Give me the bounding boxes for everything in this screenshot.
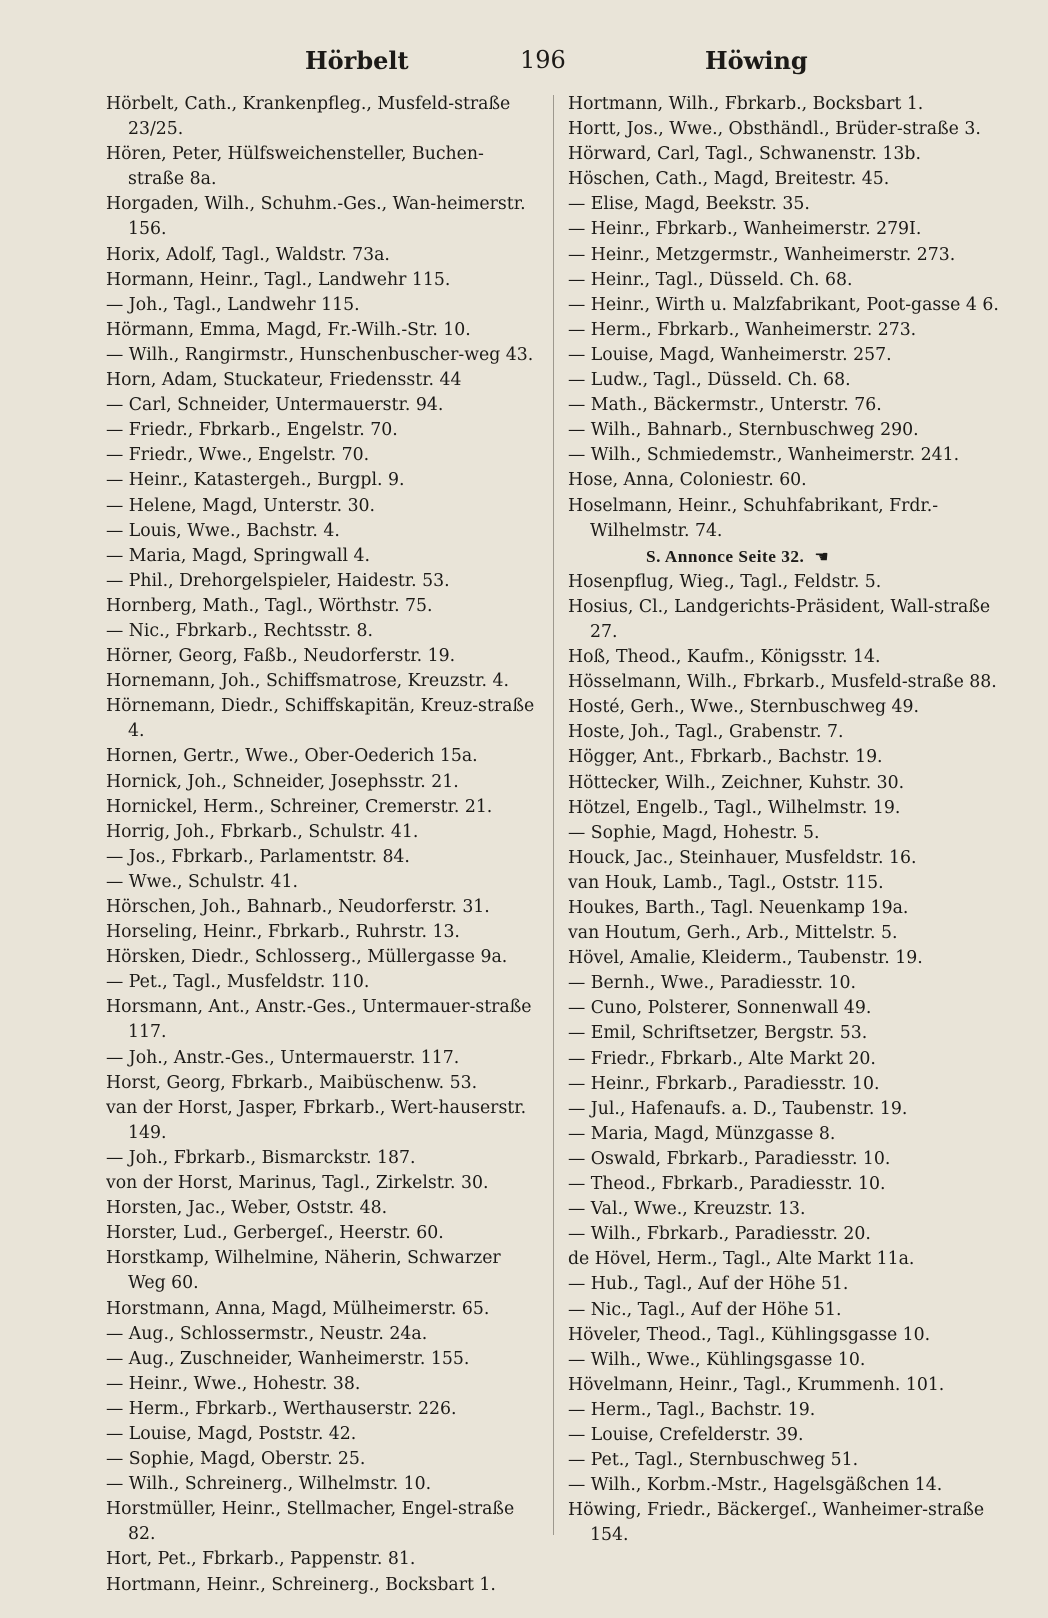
directory-entry: — Aug., Zuschneider, Wanheimerstr. 155. bbox=[106, 1348, 470, 1369]
directory-entry: — Ludw., Tagl., Düsseld. Ch. 68. bbox=[568, 370, 851, 391]
directory-entry: — Bernh., Wwe., Paradiesstr. 10. bbox=[568, 973, 857, 994]
directory-entry: Hornen, Gertr., Wwe., Ober-Oederich 15a. bbox=[106, 746, 478, 767]
directory-entry: — Emil, Schriftsetzer, Bergstr. 53. bbox=[568, 1023, 868, 1044]
header-last-name: Höwing bbox=[705, 46, 808, 75]
directory-entry: — Herm., Fbrkarb., Wanheimerstr. 273. bbox=[568, 319, 917, 340]
directory-entry: — Louis, Wwe., Bachstr. 4. bbox=[106, 520, 340, 541]
annonce-text: S. Annonce Seite 32. bbox=[646, 546, 805, 566]
directory-entry: Horseling, Heinr., Fbrkarb., Ruhrstr. 13. bbox=[106, 922, 460, 943]
directory-entry: Horster, Lud., Gerbergeſ., Heerstr. 60. bbox=[106, 1223, 444, 1244]
directory-entry: — Maria, Magd, Münzgasse 8. bbox=[568, 1123, 836, 1144]
directory-entry: — Heinr., Wwe., Hohestr. 38. bbox=[106, 1373, 361, 1394]
directory-entry: — Carl, Schneider, Untermauerstr. 94. bbox=[106, 395, 444, 416]
directory-entry: — Heinr., Fbrkarb., Wanheimerstr. 279I. bbox=[568, 219, 922, 240]
directory-entry: von der Horst, Marinus, Tagl., Zirkelstr. 30. bbox=[106, 1173, 489, 1194]
directory-entry: — Hub., Tagl., Auf der Höhe 51. bbox=[568, 1274, 849, 1295]
directory-entry: — Wilh., Schreinerg., Wilhelmstr. 10. bbox=[106, 1474, 432, 1495]
directory-entry: Horgaden, Wilh., Schuhm.-Ges., Wan-heimerstr. 156. bbox=[106, 194, 526, 240]
directory-entry: Hornberg, Math., Tagl., Wörthstr. 75. bbox=[106, 595, 433, 616]
directory-entry: Hortmann, Wilh., Fbrkarb., Bocksbart 1. bbox=[568, 94, 924, 114]
directory-entry: — Wilh., Rangirmstr., Hunschenbuscher-weg 43. bbox=[106, 344, 534, 365]
directory-entry: — Cuno, Polsterer, Sonnenwall 49. bbox=[568, 998, 872, 1019]
directory-entry: — Louise, Magd, Wanheimerstr. 257. bbox=[568, 344, 892, 365]
directory-entry: Hortt, Jos., Wwe., Obsthändl., Brüder-straße 3. bbox=[568, 119, 981, 140]
directory-entry: — Phil., Drehorgelspieler, Haidestr. 53. bbox=[106, 570, 450, 591]
directory-entry: Hövelmann, Heinr., Tagl., Krummenh. 101. bbox=[568, 1374, 945, 1395]
directory-entry: Houkes, Barth., Tagl. Neuenkamp 19a. bbox=[568, 898, 909, 918]
directory-entry: Horsten, Jac., Weber, Oststr. 48. bbox=[106, 1198, 388, 1219]
column-divider bbox=[553, 95, 554, 1535]
directory-entry: — Nic., Fbrkarb., Rechtsstr. 8. bbox=[106, 620, 373, 641]
directory-entry: van Houtum, Gerh., Arb., Mittelstr. 5. bbox=[568, 923, 898, 944]
directory-entry: — Pet., Tagl., Musfeldstr. 110. bbox=[106, 972, 370, 993]
directory-entry: Hosenpflug, Wieg., Tagl., Feldstr. 5. bbox=[568, 571, 882, 592]
directory-entry: Horstmann, Anna, Magd, Mülheimerstr. 65. bbox=[106, 1298, 490, 1319]
page-number: 196 bbox=[520, 46, 566, 74]
directory-entry: — Sophie, Magd, Hohestr. 5. bbox=[568, 822, 820, 843]
directory-entry: — Herm., Fbrkarb., Werthauserstr. 226. bbox=[106, 1398, 457, 1419]
directory-entry: Hosté, Gerh., Wwe., Sternbuschweg 49. bbox=[568, 697, 919, 718]
directory-entry: Höschen, Cath., Magd, Breitestr. 45. bbox=[568, 169, 890, 190]
directory-entry: — Sophie, Magd, Oberstr. 25. bbox=[106, 1449, 366, 1470]
directory-entry: Hoste, Joh., Tagl., Grabenstr. 7. bbox=[568, 722, 844, 743]
directory-entry: — Math., Bäckermstr., Unterstr. 76. bbox=[568, 395, 882, 416]
directory-entry: — Heinr., Katastergeh., Burgpl. 9. bbox=[106, 470, 405, 491]
directory-entry: — Louise, Magd, Poststr. 42. bbox=[106, 1423, 357, 1444]
directory-entry: — Theod., Fbrkarb., Paradiesstr. 10. bbox=[568, 1174, 886, 1195]
directory-entry: Hörward, Carl, Tagl., Schwanenstr. 13b. bbox=[568, 144, 921, 165]
directory-entry: Hörbelt, Cath., Krankenpfleg., Musfeld-straße 23/25. bbox=[106, 94, 511, 140]
directory-entry: Hoß, Theod., Kaufm., Königsstr. 14. bbox=[568, 647, 881, 668]
directory-entry: Hose, Anna, Coloniestr. 60. bbox=[568, 470, 807, 491]
directory-entry: Horstmüller, Heinr., Stellmacher, Engel-straße 82. bbox=[106, 1499, 515, 1545]
directory-entry: — Friedr., Fbrkarb., Engelstr. 70. bbox=[106, 420, 398, 441]
directory-entry: Horst, Georg, Fbrkarb., Maibüschenw. 53. bbox=[106, 1072, 478, 1093]
directory-entry: Hövel, Amalie, Kleiderm., Taubenstr. 19. bbox=[568, 948, 923, 969]
directory-entry: — Louise, Crefelderstr. 39. bbox=[568, 1424, 804, 1445]
directory-entry: Hormann, Heinr., Tagl., Landwehr 115. bbox=[106, 269, 451, 290]
directory-entry: — Nic., Tagl., Auf der Höhe 51. bbox=[568, 1299, 842, 1320]
directory-entry: — Wilh., Wwe., Kühlingsgasse 10. bbox=[568, 1349, 866, 1370]
directory-entry: — Pet., Tagl., Sternbuschweg 51. bbox=[568, 1450, 859, 1471]
directory-entry: Hörschen, Joh., Bahnarb., Neudorferstr. 31. bbox=[106, 897, 490, 917]
directory-entry: Horn, Adam, Stuckateur, Friedensstr. 44 bbox=[106, 370, 462, 391]
left-column bbox=[106, 92, 538, 1598]
directory-entry: Horsmann, Ant., Anstr.-Ges., Untermauer-straße 117. bbox=[106, 997, 532, 1043]
directory-entry: — Oswald, Fbrkarb., Paradiesstr. 10. bbox=[568, 1148, 891, 1169]
directory-entry: — Herm., Tagl., Bachstr. 19. bbox=[568, 1399, 816, 1420]
directory-entry: Högger, Ant., Fbrkarb., Bachstr. 19. bbox=[568, 747, 883, 768]
directory-entry: Hörmann, Emma, Magd, Fr.-Wilh.-Str. 10. bbox=[106, 319, 471, 340]
directory-entry: Horix, Adolf, Tagl., Waldstr. 73a. bbox=[106, 244, 390, 265]
directory-entry: van Houk, Lamb., Tagl., Oststr. 115. bbox=[568, 872, 884, 893]
directory-entry: — Heinr., Metzgermstr., Wanheimerstr. 273. bbox=[568, 244, 956, 265]
pointing-hand-icon: ☚ bbox=[814, 548, 830, 566]
directory-entry: Hörsken, Diedr., Schlosserg., Müllergasse 9a. bbox=[106, 947, 508, 968]
directory-entry: de Hövel, Herm., Tagl., Alte Markt 11a. bbox=[568, 1249, 915, 1270]
directory-entry: — Friedr., Fbrkarb., Alte Markt 20. bbox=[568, 1048, 876, 1069]
right-column bbox=[568, 92, 1008, 1548]
directory-entry: — Elise, Magd, Beekstr. 35. bbox=[568, 194, 810, 215]
directory-entry: — Wilh., Schmiedemstr., Wanheimerstr. 241. bbox=[568, 445, 960, 466]
header-first-name: Hörbelt bbox=[305, 46, 409, 75]
directory-entry: Hornick, Joh., Schneider, Josephsstr. 21. bbox=[106, 771, 459, 792]
directory-entry: Hötzel, Engelb., Tagl., Wilhelmstr. 19. bbox=[568, 797, 901, 818]
directory-entry: Hort, Pet., Fbrkarb., Pappenstr. 81. bbox=[106, 1549, 416, 1570]
directory-entry: — Jos., Fbrkarb., Parlamentstr. 84. bbox=[106, 846, 410, 867]
directory-entry: Hörnemann, Diedr., Schiffskapitän, Kreuz-straße 4. bbox=[106, 696, 535, 742]
directory-entry: — Jul., Hafenaufs. a. D., Taubenstr. 19. bbox=[568, 1098, 908, 1119]
directory-entry: — Joh., Fbrkarb., Bismarckstr. 187. bbox=[106, 1147, 416, 1168]
directory-entry: — Val., Wwe., Kreuzstr. 13. bbox=[568, 1199, 806, 1220]
directory-entry: Höwing, Friedr., Bäckergeſ., Wanheimer-straße 154. bbox=[568, 1500, 985, 1546]
directory-entry: — Aug., Schlossermstr., Neustr. 24a. bbox=[106, 1323, 428, 1344]
directory-entry: Horstkamp, Wilhelmine, Näherin, Schwarzer Weg 60. bbox=[106, 1248, 501, 1294]
directory-entry: — Wilh., Fbrkarb., Paradiesstr. 20. bbox=[568, 1224, 871, 1245]
directory-entry: — Heinr., Tagl., Düsseld. Ch. 68. bbox=[568, 269, 853, 290]
directory-entry: — Joh., Anstr.-Ges., Untermauerstr. 117. bbox=[106, 1047, 460, 1068]
directory-entry: Hösselmann, Wilh., Fbrkarb., Musfeld-straße 88. bbox=[568, 672, 997, 693]
directory-entry: Hoselmann, Heinr., Schuhfabrikant, Frdr.-Wilhelmstr. 74. bbox=[568, 495, 939, 541]
directory-entry: Houck, Jac., Steinhauer, Musfeldstr. 16. bbox=[568, 847, 917, 868]
directory-entry: — Heinr., Fbrkarb., Paradiesstr. 10. bbox=[568, 1073, 880, 1094]
directory-entry: Höttecker, Wilh., Zeichner, Kuhstr. 30. bbox=[568, 772, 905, 793]
directory-entry: Hören, Peter, Hülfsweichensteller, Buchen-straße 8a. bbox=[106, 144, 484, 190]
directory-entry: — Friedr., Wwe., Engelstr. 70. bbox=[106, 445, 370, 466]
directory-entry: — Wilh., Korbm.-Mstr., Hagelsgäßchen 14. bbox=[568, 1475, 943, 1496]
directory-entry: Hornemann, Joh., Schiffsmatrose, Kreuzstr. 4. bbox=[106, 671, 509, 692]
directory-entry: — Maria, Magd, Springwall 4. bbox=[106, 545, 370, 566]
directory-entry: — Helene, Magd, Unterstr. 30. bbox=[106, 495, 376, 516]
page-header bbox=[0, 46, 1048, 80]
directory-entry: — Wwe., Schulstr. 41. bbox=[106, 871, 298, 892]
directory-entry: — Joh., Tagl., Landwehr 115. bbox=[106, 294, 360, 315]
directory-entry: Höveler, Theod., Tagl., Kühlingsgasse 10. bbox=[568, 1324, 931, 1345]
directory-entry: van der Horst, Jasper, Fbrkarb., Wert-hauserstr. 149. bbox=[106, 1097, 527, 1143]
directory-entry: — Heinr., Wirth u. Malzfabrikant, Poot-gasse 4 6. bbox=[568, 294, 999, 315]
annonce-reference bbox=[568, 544, 1008, 570]
directory-entry: Hornickel, Herm., Schreiner, Cremerstr. 21. bbox=[106, 796, 493, 817]
directory-entry: Hosius, Cl., Landgerichts-Präsident, Wall-straße 27. bbox=[568, 596, 991, 642]
directory-entry: Hörner, Georg, Faßb., Neudorferstr. 19. bbox=[106, 646, 456, 667]
directory-entry: Hortmann, Heinr., Schreinerg., Bocksbart 1. bbox=[106, 1574, 496, 1595]
directory-entry: Horrig, Joh., Fbrkarb., Schulstr. 41. bbox=[106, 821, 419, 842]
directory-entry: — Wilh., Bahnarb., Sternbuschweg 290. bbox=[568, 420, 919, 441]
